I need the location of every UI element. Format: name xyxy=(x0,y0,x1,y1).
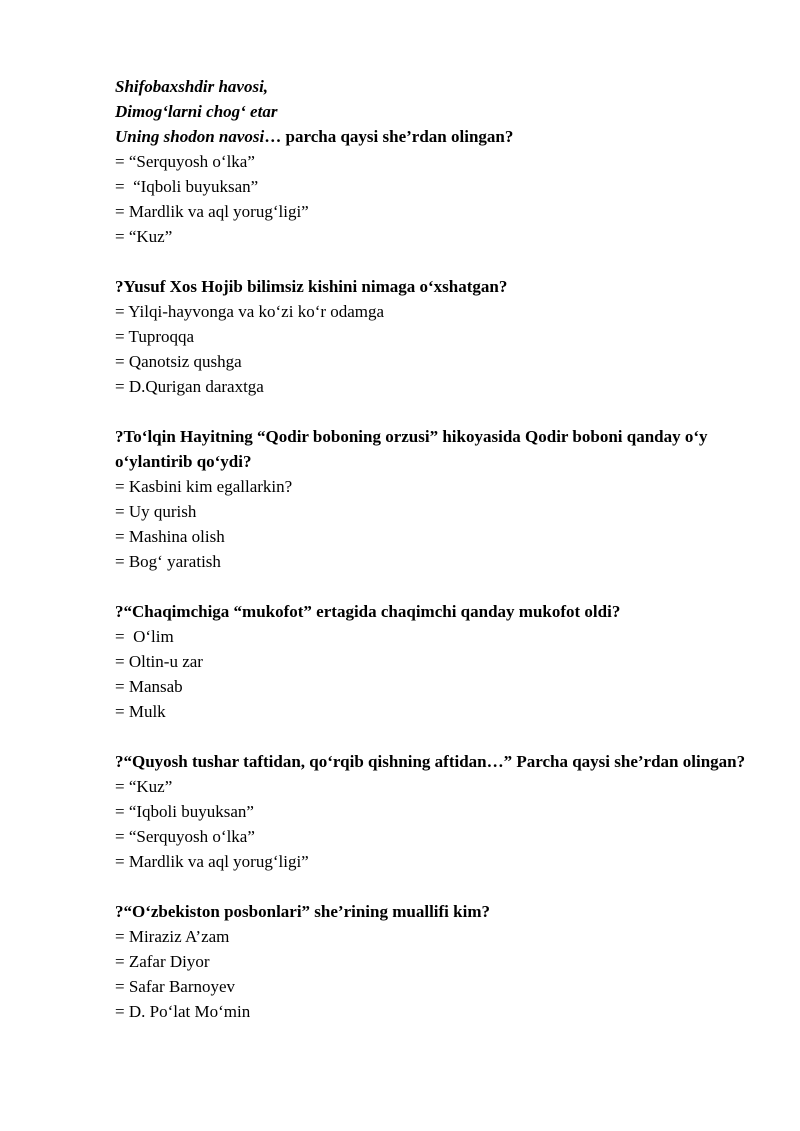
question-block-5 xyxy=(115,749,755,874)
poem-line-3: Uning shodon navosi xyxy=(115,127,265,146)
answer-option: = Oltin-u zar xyxy=(115,652,203,671)
answer-option: = Miraziz A’zam xyxy=(115,927,230,946)
question-block-1 xyxy=(115,74,755,249)
question-block-4 xyxy=(115,599,755,724)
answer-option: = Mardlik va aql yorug‘ligi” xyxy=(115,852,309,871)
poem-line-2: Dimog‘larni chog‘ etar xyxy=(115,102,278,121)
poem-line-1: Shifobaxshdir havosi, xyxy=(115,77,269,96)
answer-option: = Bog‘ yaratish xyxy=(115,552,221,571)
document-page xyxy=(115,74,755,1049)
answer-option: = Mashina olish xyxy=(115,527,225,546)
question-text: ?Yusuf Xos Hojib bilimsiz kishini nimaga o‘xshatgan? xyxy=(115,277,508,296)
question-text: ?To‘lqin Hayitning “Qodir boboning orzusi” hikoyasida Qodir boboni qanday o‘y o‘ylantirib qo‘ydi? xyxy=(115,427,712,471)
question-text xyxy=(115,124,755,149)
answer-option: = “Serquyosh o‘lka” xyxy=(115,152,255,171)
answer-option: = D. Po‘lat Mo‘min xyxy=(115,1002,251,1021)
answer-option: = D.Qurigan daraxtga xyxy=(115,377,264,396)
question-block-6 xyxy=(115,899,755,1024)
answer-option: = Mulk xyxy=(115,702,166,721)
answer-option: = Zafar Diyor xyxy=(115,952,210,971)
answer-option: = “Iqboli buyuksan” xyxy=(115,177,259,196)
answer-option: = “Kuz” xyxy=(115,227,173,246)
answer-option: = O‘lim xyxy=(115,627,174,646)
question-rest: … parcha qaysi she’rdan olingan? xyxy=(264,127,514,146)
answer-option: = Kasbini kim egallarkin? xyxy=(115,477,293,496)
question-text: ?“Chaqimchiga “mukofot” ertagida chaqimchi qanday mukofot oldi? xyxy=(115,602,621,621)
question-block-3 xyxy=(115,424,755,574)
answer-option: = “Kuz” xyxy=(115,777,173,796)
answer-option: = Mardlik va aql yorug‘ligi” xyxy=(115,202,309,221)
answer-option: = Yilqi-hayvonga va ko‘zi ko‘r odamga xyxy=(115,302,385,321)
answer-option: = Uy qurish xyxy=(115,502,197,521)
question-text: ?“O‘zbekiston posbonlari” she’rining muallifi kim? xyxy=(115,902,490,921)
answer-option: = Safar Barnoyev xyxy=(115,977,236,996)
answer-option: = Tuproqqa xyxy=(115,327,195,346)
answer-option: = Mansab xyxy=(115,677,183,696)
question-block-2 xyxy=(115,274,755,399)
answer-option: = Qanotsiz qushga xyxy=(115,352,242,371)
question-text: ?“Quyosh tushar taftidan, qo‘rqib qishning aftidan…” Parcha qaysi she’rdan olingan? xyxy=(115,752,746,771)
answer-option: = “Iqboli buyuksan” xyxy=(115,802,254,821)
answer-option: = “Serquyosh o‘lka” xyxy=(115,827,255,846)
